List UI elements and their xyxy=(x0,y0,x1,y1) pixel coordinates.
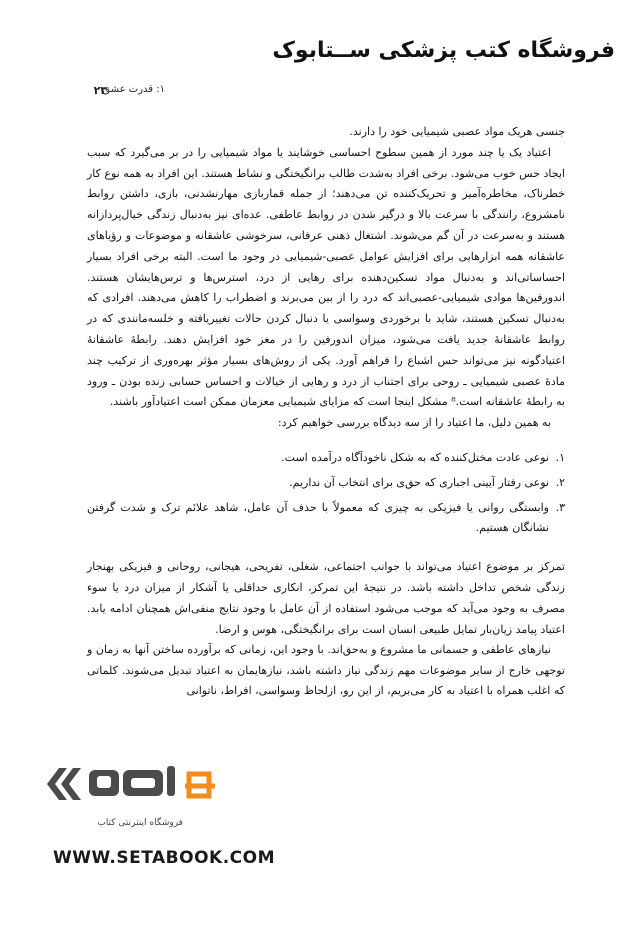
paragraph-5: نیازهای عاطفی و جسمانی ما مشروع و به‌حق‌اند. با وجود این، زمانی که برآورده ساختن آنها به زمان و توجهی خارج از سایر موضوعات مهم زندگی نیاز داشته باشد، نیازهایمان به اعتیاد تبدیل می‌شوند. کلماتی که اغلب همراه با اعتیاد به کار می‌بریم، از این رو، ازلحاظ وسواسی، افراط، ناتوانی xyxy=(87,643,565,698)
list-number: ۳. xyxy=(555,500,565,514)
list-number: ۱. xyxy=(555,450,565,464)
logo-mark xyxy=(39,756,239,816)
paragraph-4: تمرکز بر موضوع اعتیاد می‌تواند با جوانب اجتماعی، شغلی، تفریحی، هیجانی، روحانی و فیزیکی بهنجار زندگی شخص تداخل داشته باشد. در نتیجهٔ این تمرکز، انکاری حداقلی یا آشکار از میزان درد یا سوء مصرف به وجود می‌آید که موجب می‌شود استفاده از آن عامل با وجود نتایج منفی‌اش همچنان ادامه یابد. اعتیاد پیامد زیان‌بار تمایل طبیعی انسان است برای برانگیختگی، هوس و ارضا. xyxy=(87,560,565,636)
page-number: ۲۳ xyxy=(93,84,107,97)
logo-tagline: فروشگاه اینترنتی کتاب xyxy=(97,818,183,828)
list-text: نوعی عادت مختل‌کننده که به شکل ناخودآگاه درآمده است. xyxy=(281,450,549,464)
setabook-url[interactable]: WWW.SETABOOK.COM xyxy=(53,848,275,868)
running-head: ۱: قدرت عشق xyxy=(102,84,165,95)
store-title: فروشگاه کتب پزشکی ســتابوک xyxy=(272,38,615,63)
list-item xyxy=(87,498,565,540)
list-number: ۲. xyxy=(555,475,565,489)
paragraph-2: اعتیاد یک یا چند مورد از همین سطوح احساسی خوشایند یا مواد شیمیایی را در بر می‌گیرد که سبب ایجاد حس خوب می‌شود. برخی افراد به‌شدت طالب برانگیختگی و نشاط هستند. این افراد به همه نوع کار خطرناک، مخاطره‌آمیز و تحریک‌کننده تن می‌دهند؛ از جمله قماربازی مهارنشدنی، بازی، داشتن روابط نامشروع، رانندگی با سرعت بالا و درگیر شدن در روابط عاطفی. عده‌ای نیز به‌دنبال زندگی خیال‌پردازانه هستند و به‌سرعت در آن گم می‌شوند. اشتغال ذهنی عرفانی، سرخوشی عاشقانه و موضوعات و رؤیاهای عاشقانه همه ابزارهایی برای افزایش عوامل عصبی-شیمیایی در وجود ما است. البته برخی افراد بسیار احساساتی‌اند و به‌دنبال مواد تسکین‌دهنده برای رهایی از درد، استرس‌ها و ترس‌هایشان هستند. اندورفین‌ها موادی شیمیایی-عصبی‌اند که درد را از بین می‌برند و اضطراب را کاهش می‌دهند. افرادی که به‌دنبال تسکین هستند، شاید با برخوردی وسواسی یا دنبال کردن حالات تغییریافته و خلسه‌مانندی که در روابط عاشقانهٔ جدید یافت می‌شود، میزان اندورفین را در مغز خود افزایش دهند. رابطهٔ عاشقانهٔ اعتیادگونه نیز می‌تواند حس اشباع را فراهم آورد. یکی از روش‌های بسیار مؤثر بهره‌وری از ترکیب چند مادهٔ عصبی شیمیایی ـ روحی برای اجتناب از درد و رهایی از خیالات و احساس حسابی زنده بودن ـ ورود به رابطهٔ عاشقانه است.⁸ مشکل اینجا است که مزایای شیمیایی معزمان ممکن است اعتیادآور باشند. xyxy=(87,145,565,409)
body-text xyxy=(87,122,565,702)
paragraph-3: به همین دلیل، ما اعتیاد را از سه دیدگاه بررسی خواهیم کرد: xyxy=(277,416,551,430)
list-text: نوعی رفتار آیینی اجباری که حق‌ی برای انتخاب آن نداریم. xyxy=(289,475,549,489)
page-header xyxy=(28,32,615,76)
list-item xyxy=(87,448,565,469)
addiction-perspectives-list xyxy=(87,448,565,539)
list-item xyxy=(87,473,565,494)
paragraph-1: جنسی هریک مواد عصبی شیمیایی خود را دارند. xyxy=(349,125,565,138)
list-text: وابستگی روانی یا فیزیکی به چیزی که معمولاً با حذف آن عامل، شاهد علائم ترک و شدت گرفتن نشانگان هستیم. xyxy=(87,500,549,535)
setabook-logo xyxy=(39,756,239,816)
